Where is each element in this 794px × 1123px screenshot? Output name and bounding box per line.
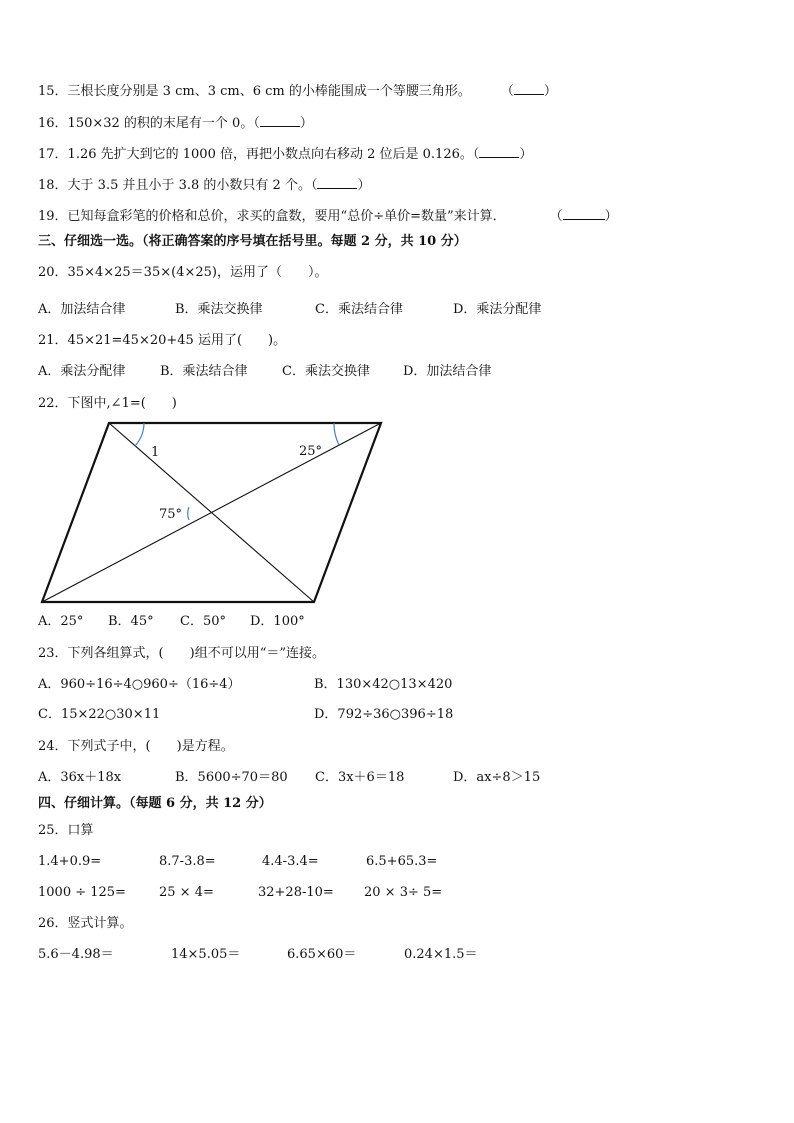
option-c[interactable]: C．3x＋6＝18 <box>315 770 405 785</box>
option-d[interactable]: D．ax÷8＞15 <box>453 770 541 785</box>
option-d[interactable]: D．792÷36○396÷18 <box>314 707 454 722</box>
option-a[interactable]: A．加法结合律 <box>38 302 126 317</box>
angle-25-label: 25° <box>299 444 323 459</box>
option-d[interactable]: D．加法结合律 <box>403 364 492 379</box>
question-text: 已知每盒彩笔的价格和总价，求买的盒数，要用“总价÷单价=数量”来计算． <box>67 209 506 224</box>
vertical-calc-item: 6.65×60＝ <box>287 947 357 962</box>
option-b[interactable]: B．乘法结合律 <box>160 364 248 379</box>
question-number: 18． <box>38 178 68 193</box>
question-15: 15．三根长度分别是 3 cm、3 cm、6 cm 的小棒能围成一个等腰三角形。 （ ） <box>38 84 557 99</box>
angle-arc <box>135 423 144 446</box>
angle-75-label: 75° <box>159 507 183 522</box>
oral-calc-item: 1.4+0.9= <box>38 854 102 869</box>
option-a[interactable]: A．乘法分配律 <box>38 364 126 379</box>
oral-calc-item: 25 × 4= <box>159 885 214 900</box>
question-text: 口算 <box>67 823 94 838</box>
question-number: 19． <box>38 209 68 224</box>
question-number: 25． <box>38 823 68 838</box>
question-text: 下图中,∠1=( ) <box>67 396 177 411</box>
question-18: 18．大于 3.5 并且小于 3.8 的小数只有 2 个。（ ） <box>38 178 371 193</box>
question-number: 15． <box>38 84 68 99</box>
question-text: 竖式计算。 <box>67 916 133 931</box>
section-4-title: 四、仔细计算。（每题 6 分，共 12 分） <box>38 796 272 811</box>
question-number: 26． <box>38 916 68 931</box>
oral-calc-item: 4.4-3.4= <box>262 854 319 869</box>
question-text: 大于 3.5 并且小于 3.8 的小数只有 2 个。 <box>67 178 311 193</box>
option-c[interactable]: C．乘法结合律 <box>315 302 403 317</box>
question-text: 下列式子中，( )是方程。 <box>67 739 234 754</box>
question-number: 20． <box>38 265 68 280</box>
option-c[interactable]: C．乘法交换律 <box>282 364 370 379</box>
question-16: 16．150×32 的积的末尾有一个 0。（ ） <box>38 116 313 131</box>
option-b[interactable]: B．130×42○13×420 <box>314 677 453 692</box>
question-text: 35×4×25＝35×(4×25)，运用了（ ）。 <box>67 265 328 280</box>
question-23 <box>38 645 325 663</box>
option-b[interactable]: B．5600÷70＝80 <box>175 770 288 785</box>
option-d[interactable]: D．100° <box>250 614 305 629</box>
diagonal-line <box>42 423 381 602</box>
option-c[interactable]: C．15×22○30×11 <box>38 707 161 722</box>
question-17: 17．1.26 先扩大到它的 1000 倍，再把小数点向右移动 2 位后是 0.126。（ ） <box>38 147 533 162</box>
question-number: 17． <box>38 147 68 162</box>
angle-arc <box>334 423 339 445</box>
question-19: 19．已知每盒彩笔的价格和总价，求买的盒数，要用“总价÷单价=数量”来计算． （ ） <box>38 209 618 224</box>
question-25 <box>38 822 94 840</box>
question-number: 23． <box>38 646 68 661</box>
angle-arc <box>188 507 189 520</box>
question-number: 24． <box>38 739 68 754</box>
option-b[interactable]: B．乘法交换律 <box>175 302 263 317</box>
option-c[interactable]: C．50° <box>180 614 226 629</box>
question-number: 16． <box>38 116 68 131</box>
question-26 <box>38 915 133 933</box>
question-text: 150×32 的积的末尾有一个 0。 <box>67 116 254 131</box>
vertical-calc-item: 0.24×1.5＝ <box>404 947 478 962</box>
angle-1-label: 1 <box>151 445 160 460</box>
vertical-calc-item: 14×5.05＝ <box>171 947 241 962</box>
option-a[interactable]: A．960÷16÷4○960÷（16÷4） <box>38 677 241 692</box>
question-text: 三根长度分别是 3 cm、3 cm、6 cm 的小棒能围成一个等腰三角形。 <box>67 84 471 99</box>
oral-calc-item: 6.5+65.3= <box>366 854 438 869</box>
oral-calc-item: 20 × 3÷ 5= <box>364 885 443 900</box>
option-a[interactable]: A．25° <box>38 614 84 629</box>
question-text: 45×21=45×20+45 运用了( )。 <box>67 333 287 348</box>
oral-calc-item: 32+28-10= <box>258 885 334 900</box>
option-b[interactable]: B．45° <box>108 614 154 629</box>
question-24 <box>38 738 234 756</box>
option-a[interactable]: A．36x＋18x <box>38 770 122 785</box>
question-number: 21． <box>38 333 68 348</box>
question-number: 22． <box>38 396 68 411</box>
option-d[interactable]: D．乘法分配律 <box>453 302 542 317</box>
question-text: 下列各组算式，( )组不可以用“＝”连接。 <box>67 646 325 661</box>
section-3-title: 三、仔细选一选。（将正确答案的序号填在括号里。每题 2 分，共 10 分） <box>38 234 467 249</box>
oral-calc-item: 1000 ÷ 125= <box>38 885 126 900</box>
question-text: 1.26 先扩大到它的 1000 倍，再把小数点向右移动 2 位后是 0.126。 <box>67 147 473 162</box>
vertical-calc-item: 5.6－4.98＝ <box>38 947 114 962</box>
oral-calc-item: 8.7-3.8= <box>159 854 216 869</box>
